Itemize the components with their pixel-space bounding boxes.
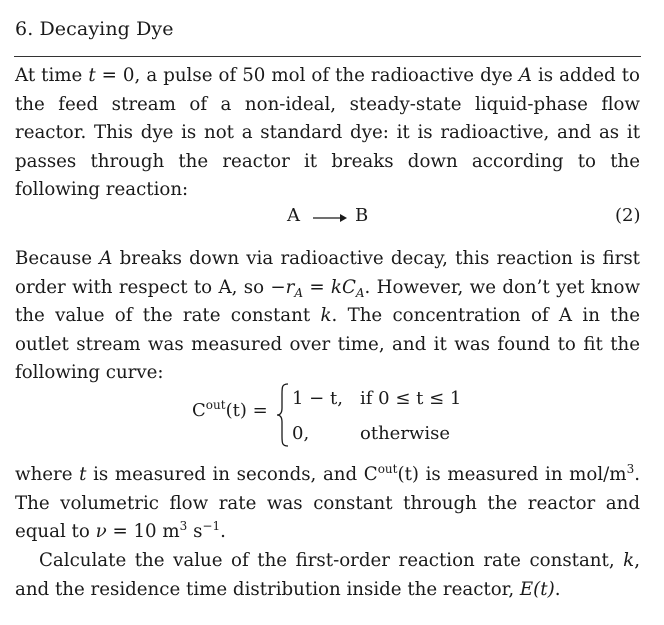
piecewise-lhs: $C^{out}(t)$ = [192, 398, 268, 421]
product: B [355, 205, 369, 226]
section-number: 6. [15, 18, 34, 40]
section-heading [15, 18, 174, 40]
heading-rule [14, 56, 641, 57]
case-2-expression: 0, [292, 423, 310, 444]
case-2-condition: otherwise [360, 423, 450, 444]
case-1-condition: if 0 ≤ t ≤ 1 [360, 388, 462, 409]
equation-number: (2) [615, 205, 641, 226]
reaction-arrow-icon [310, 205, 350, 232]
left-brace-icon [276, 382, 290, 453]
piecewise-equation [0, 380, 664, 450]
reactant: A [287, 205, 300, 226]
reaction-equation [0, 205, 664, 233]
case-1-expression: 1 − t, [292, 388, 343, 409]
paragraph-task: Calculate the value of the first-order reaction rate constant, k, and the residence time distribution inside the reactor, E(t). [15, 550, 640, 600]
paragraph-rate-law: Because A breaks down via radioactive decay, this reaction is first order with respect to A, so $-r_A = kC_A$. However, we don’t yet know the value of the rate constant k. The concentration of A in the outlet stream was measured over time, and it was found to fit the following curve: [15, 248, 641, 384]
paragraph-flow-rate: where t is measured in seconds, and $C^{out}(t)$ is measured in mol/$m^3$. The volumetric flow rate was constant through the reactor and equal to ν = 10 $m^3$ $s^{-1}$. [15, 462, 640, 543]
section-title: Decaying Dye [39, 18, 174, 40]
paragraph-intro: At time t = 0, a pulse of 50 mol of the radioactive dye A is added to the feed stream of a non-ideal, steady-state liquid-phase flow reactor. This dye is not a standard dye: it is radioactive, and as it passes through the reactor it breaks down according to the following reaction: [15, 65, 640, 201]
